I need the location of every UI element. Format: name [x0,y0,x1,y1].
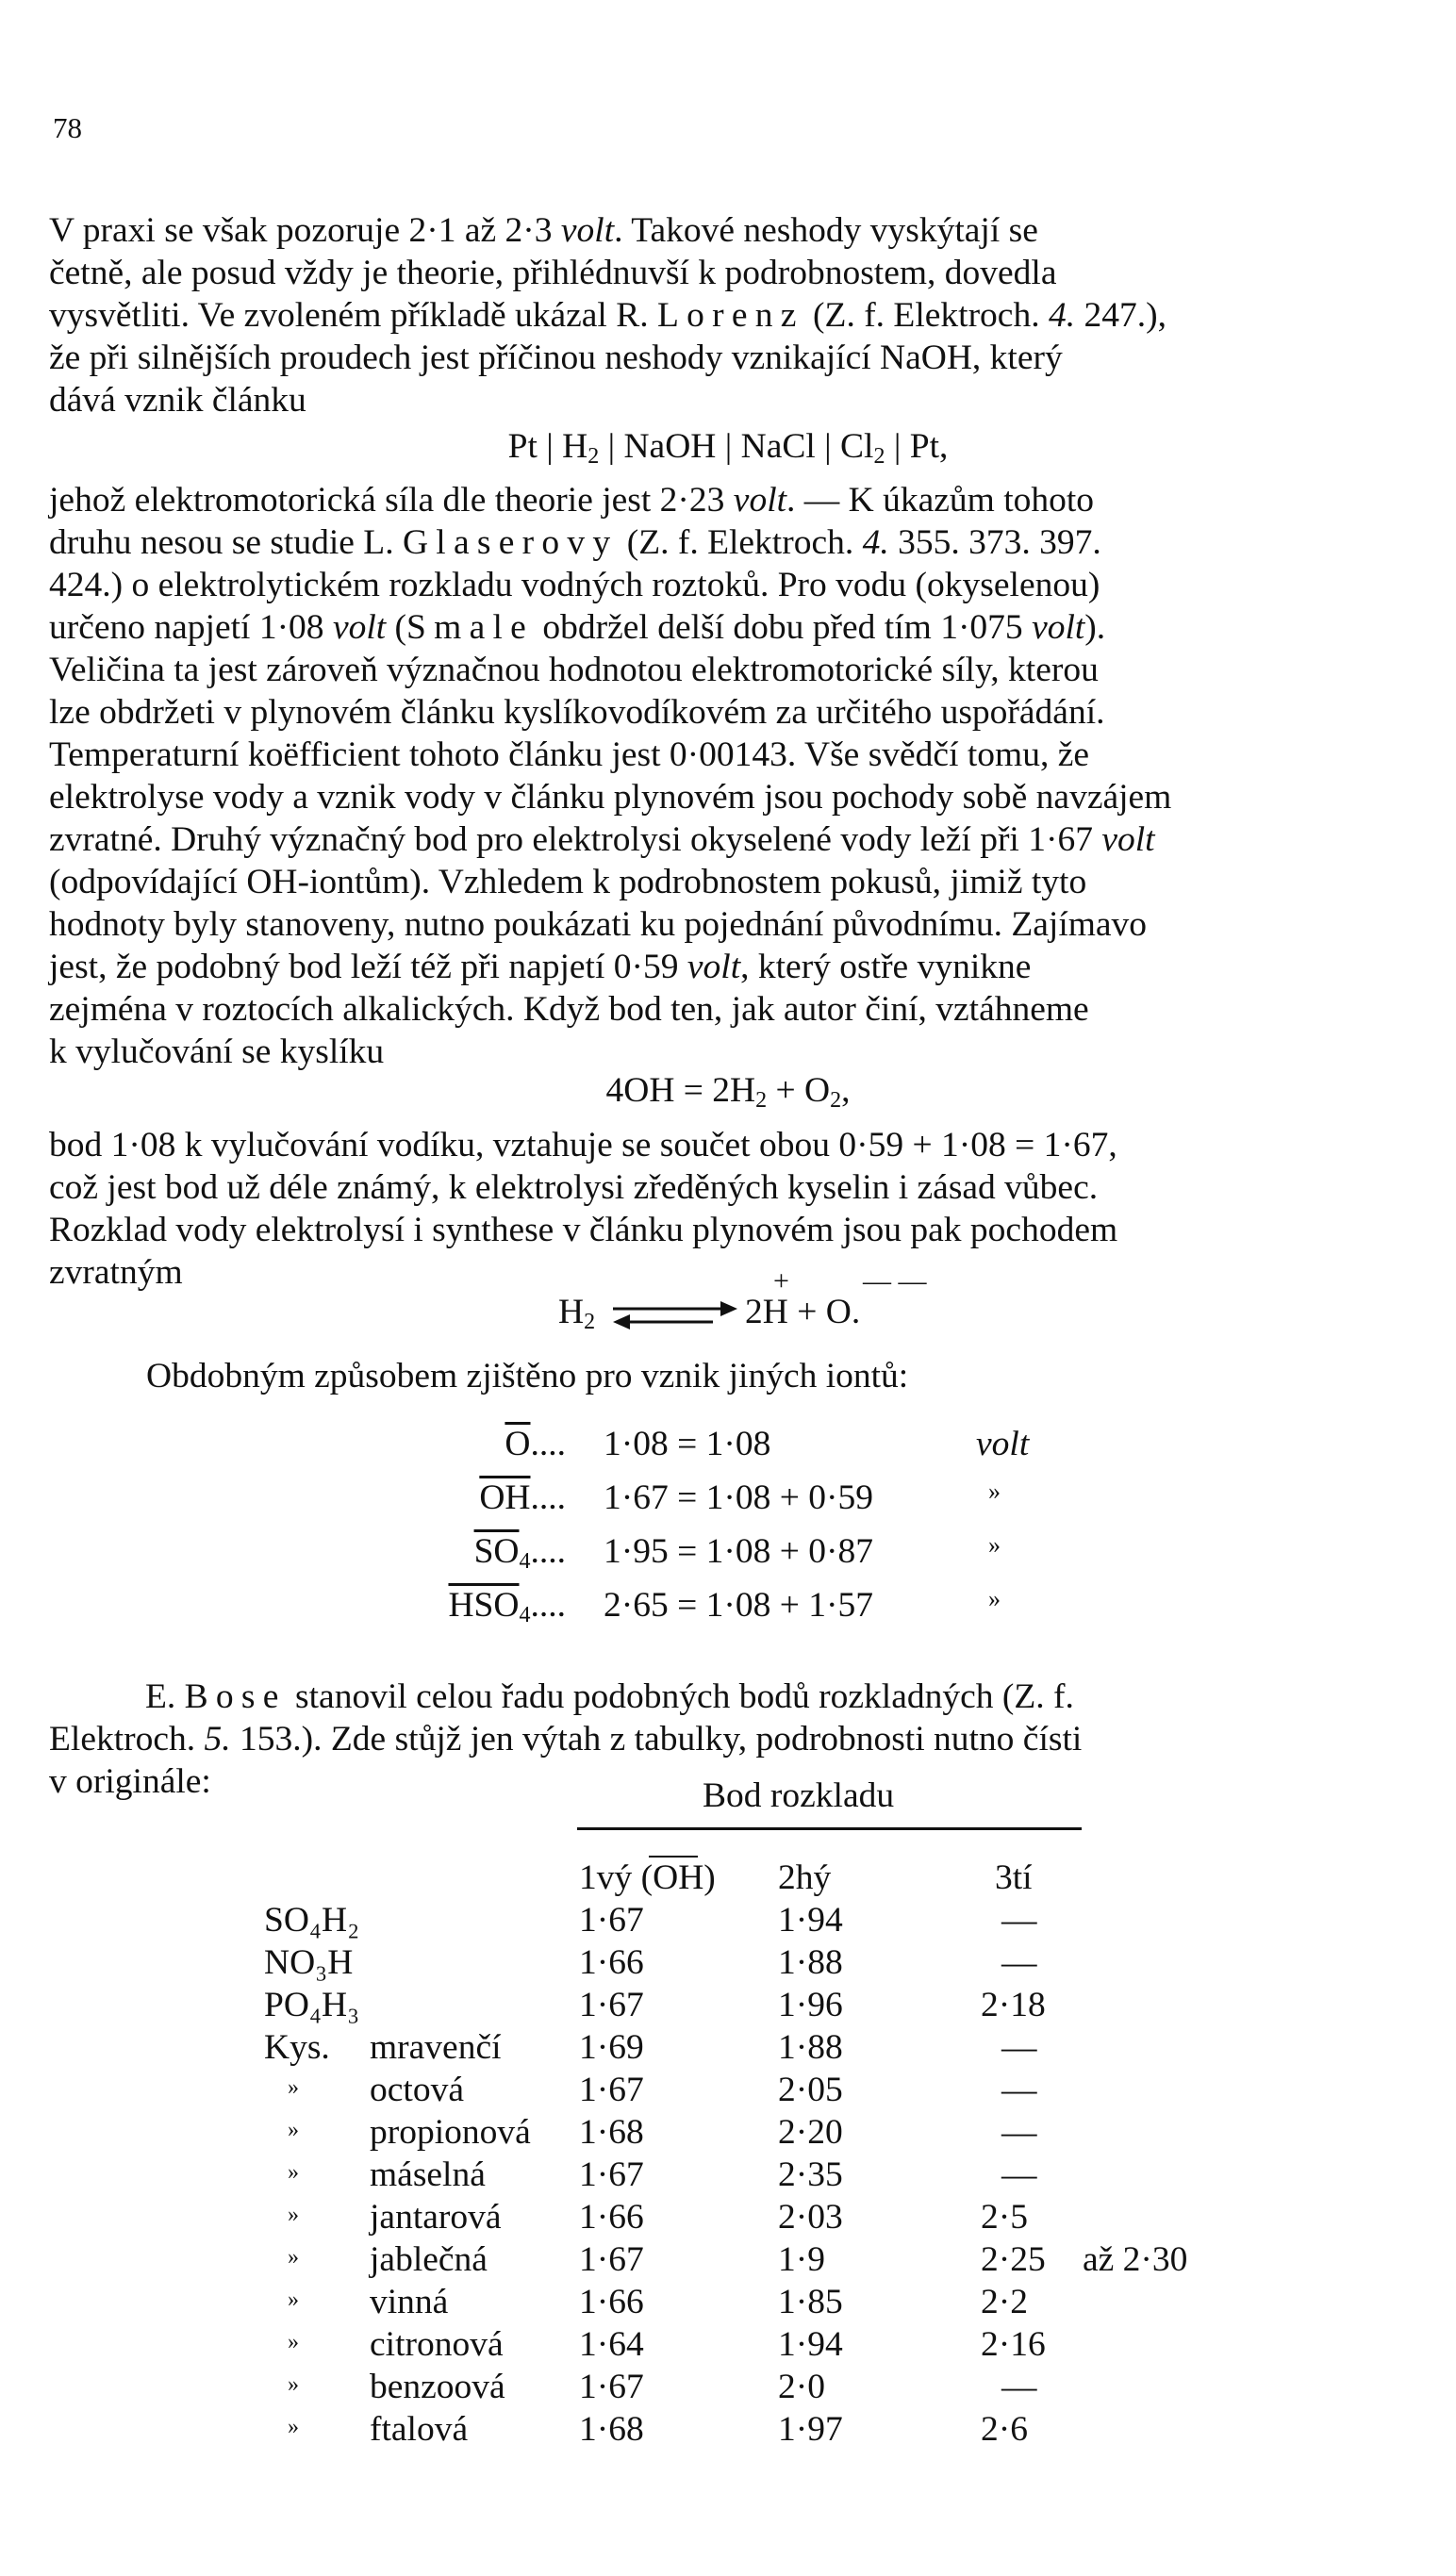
ion-symbol: $\overline{HSO}_4$.... [448,1586,566,1627]
table-cell-prefix: » [288,2203,299,2227]
table-column-headers [0,1858,1456,1900]
ion-value: 1·95 = 1·08 + 0·87 [604,1532,874,1571]
text-line: dává vznik článku [49,381,306,420]
text-line: Obdobným způsobem zjištěno pro vznik jiných iontů: [146,1357,909,1395]
text-line: lze obdržeti v plynovém článku kyslíkovodíkovém za určitého uspořádání. [49,693,1105,732]
equation-reversible: $H_2$ [558,1293,596,1334]
table-cell-1vy: 1·67 [579,2368,644,2406]
table-cell-name: jablečná [370,2240,488,2279]
author-name: Bose [184,1677,287,1716]
page-number: 78 [53,111,82,144]
paragraph-4 [146,1355,1372,1397]
author-name: Glaserovy [402,523,619,562]
table-cell-3ti: — [1001,1901,1037,1940]
reversible-arrow-icon [609,1294,741,1335]
table-rule [577,1827,1082,1830]
table-cell-name: benzoová [370,2368,505,2406]
ion-row [0,1585,1456,1627]
text-line: bod 1·08 k vylučování vodíku, vztahuje se součet obou 0·59 + 1·08 = 1·67, [49,1126,1117,1164]
table-cell-3ti: 2·25 [981,2240,1046,2279]
table-cell-prefix: » [288,2245,299,2270]
text-line: zejména v roztocích alkalických. Když bod ten, jak autor činí, vztáhneme [49,990,1089,1029]
table-row [0,2367,1456,2409]
table-cell-2hy: 2·35 [778,2155,843,2194]
table-cell-name: máselná [370,2155,486,2194]
table-row [0,2112,1456,2155]
table-cell-3ti: — [1001,2368,1037,2406]
ion-row [0,1478,1456,1520]
table-group-header: Bod rozkladu [703,1776,895,1815]
table-row [0,2070,1456,2112]
table-cell-name: octová [370,2071,464,2109]
text-line: Veličina ta jest zároveň význačnou hodnotou elektromotorické síly, kterou [49,651,1099,689]
paragraph-1 [49,209,1412,421]
column-header-3: 3tí [995,1858,1033,1897]
table-row [0,1985,1456,2027]
ion-value: 2·65 = 1·08 + 1·57 [604,1586,874,1625]
table-cell-prefix: Kys. [264,2028,330,2067]
table-cell-prefix: » [288,2287,299,2312]
table-row [0,2282,1456,2324]
column-header-1: 1vý (OH) [579,1858,716,1897]
table-cell-name: NO₃H [264,1943,354,1982]
table-row [0,2239,1456,2282]
text-line: což jest bod už déle známý, k elektrolysi zředěných kyselin i zásad vůbec. [49,1168,1099,1207]
ion-unit: » [988,1478,1001,1505]
table-cell-prefix: » [288,2118,299,2142]
table-cell-3ti: — [1001,2071,1037,2109]
ion-unit: volt [976,1425,1030,1463]
table-cell-3ti: — [1001,1943,1037,1982]
table-cell-prefix: » [288,2330,299,2354]
ion-row [0,1531,1456,1574]
text-line: vysvětliti. Ve zvoleném příkladě ukázal R. Lorenz (Z. f. Elektroch. 4. 247.), [49,296,1166,335]
text-line: k vylučování se kyslíku [49,1032,385,1071]
table-cell-1vy: 1·69 [579,2028,644,2067]
text-line: že při silnějších proudech jest příčinou neshody vznikající NaOH, který [49,339,1063,377]
table-cell-3ti: 2·6 [981,2410,1028,2449]
text-line: Elektroch. 5. 153.). Zde stůjž jen výtah z tabulky, podrobnosti nutno čísti [49,1720,1083,1759]
table-cell-2hy: 1·97 [778,2410,843,2449]
table-cell-2hy: 1·88 [778,2028,843,2067]
text-line: (odpovídající OH-iontům). Vzhledem k podrobnostem pokusů, jimiž tyto [49,863,1087,901]
table-row [0,2324,1456,2367]
table-cell-name: citronová [370,2325,504,2364]
text-line: jehož elektromotorická síla dle theorie jest 2·23 volt. — K úkazům tohoto [49,481,1095,520]
ion-value: 1·67 = 1·08 + 0·59 [604,1478,874,1517]
table-cell-1vy: 1·67 [579,2240,644,2279]
table-cell-prefix: » [288,2372,299,2397]
table-cell-2hy: 2·05 [778,2071,843,2109]
charge-plus: + [773,1265,789,1296]
ion-row [0,1424,1456,1466]
ion-value: 1·08 = 1·08 [604,1425,771,1463]
paragraph-3 [49,1124,1412,1294]
table-cell-2hy: 1·9 [778,2240,825,2279]
table-cell-1vy: 1·64 [579,2325,644,2364]
table-cell-2hy: 1·94 [778,1901,843,1940]
ion-symbol: $\overline{SO}_4$.... [473,1532,566,1574]
text-line: druhu nesou se studie L. Glaserovy (Z. f. Elektroch. 4. 355. 373. 397. [49,523,1101,562]
table-cell-2hy: 1·88 [778,1943,843,1982]
table-cell-extra: až 2·30 [1083,2240,1188,2279]
table-cell-name: jantarová [370,2198,502,2237]
table-cell-name: propionová [370,2113,531,2152]
table-cell-3ti: 2·5 [981,2198,1028,2237]
table-cell-1vy: 1·67 [579,2071,644,2109]
table-cell-1vy: 1·68 [579,2113,644,2152]
table-cell-name: mravenčí [370,2028,502,2067]
table-row [0,1942,1456,1985]
table-cell-3ti: 2·18 [981,1986,1046,2024]
table-cell-1vy: 1·67 [579,2155,644,2194]
text-line: V praxi se však pozoruje 2·1 až 2·3 volt. Takové neshody vyskýtají se [49,211,1038,250]
table-cell-1vy: 1·67 [579,1901,644,1940]
table-cell-1vy: 1·66 [579,2198,644,2237]
oh-overline [649,1856,698,1858]
table-cell-1vy: 1·68 [579,2410,644,2449]
text-line: četně, ale posud vždy je theorie, přihlédnuvší k podrobnostem, dovedla [49,254,1057,292]
table-cell-3ti: — [1001,2028,1037,2067]
table-cell-2hy: 1·85 [778,2283,843,2321]
table-cell-3ti: — [1001,2113,1037,2152]
table-cell-2hy: 1·94 [778,2325,843,2364]
text-line: Rozklad vody elektrolysí i synthese v článku plynovém jsou pak pochodem [49,1211,1118,1249]
equation-products: 2H + O. [745,1293,861,1331]
author-name: Lorenz [656,296,804,335]
table-cell-3ti: 2·2 [981,2283,1028,2321]
table-cell-name: ftalová [370,2410,469,2449]
table-cell-prefix: » [288,2075,299,2100]
table-cell-2hy: 2·20 [778,2113,843,2152]
text-line: Temperaturní koëfficient tohoto článku jest 0·00143. Vše svědčí tomu, že [49,735,1089,774]
table-row [0,2197,1456,2239]
column-header-2: 2hý [778,1858,832,1897]
table-cell-2hy: 2·0 [778,2368,825,2406]
table-row [0,2155,1456,2197]
text-line: elektrolyse vody a vznik vody v článku plynovém jsou pochody sobě navzájem [49,778,1172,817]
text-line: E. Bose stanovil celou řadu podobných bodů rozkladných (Z. f. [145,1677,1074,1716]
text-line: v originále: [49,1762,211,1801]
table-cell-name: PO₄H₃ [264,1986,360,2024]
table-cell-1vy: 1·67 [579,1986,644,2024]
text-line: hodnoty byly stanoveny, nutno poukázati ku pojednání původnímu. Zajímavo [49,905,1148,944]
table-row [0,1900,1456,1942]
table-row [0,2027,1456,2070]
text-line: jest, že podobný bod leží též při napjetí 0·59 volt, který ostře vynikne [49,948,1032,986]
paragraph-2 [49,479,1412,1073]
ion-unit: » [988,1585,1001,1612]
text-line: zvratným [49,1253,183,1292]
ion-symbol: $\overline{O}$.... [505,1425,566,1463]
table-cell-3ti: 2·16 [981,2325,1046,2364]
table-cell-3ti: — [1001,2155,1037,2194]
ion-symbol: $\overline{OH}$.... [479,1478,566,1517]
table-cell-prefix: » [288,2415,299,2439]
table-cell-name: SO₄H₂ [264,1901,360,1940]
table-cell-1vy: 1·66 [579,2283,644,2321]
table-cell-1vy: 1·66 [579,1943,644,1982]
equation-water: $4OH = 2H_2 + O_2$, [605,1071,851,1113]
author-name: Smale [406,608,535,647]
cell-formula: Pt | $H_2$ | NaOH | NaCl | $Cl_2$ | Pt, [507,427,949,469]
table-cell-2hy: 1·96 [778,1986,843,2024]
table-cell-prefix: » [288,2160,299,2185]
ion-unit: » [988,1531,1001,1559]
text-line: určeno napjetí 1·08 volt (Smale obdržel delší dobu před tím 1·075 volt). [49,608,1106,647]
text-line: zvratné. Druhý význačný bod pro elektrolysi okyselené vody leží při 1·67 volt [49,820,1155,859]
table-cell-2hy: 2·03 [778,2198,843,2237]
text-line: 424.) o elektrolytickém rozkladu vodných roztoků. Pro vodu (okyselenou) [49,566,1100,604]
table-cell-name: vinná [370,2283,449,2321]
table-row [0,2409,1456,2452]
charge-minus: — — [863,1265,927,1296]
